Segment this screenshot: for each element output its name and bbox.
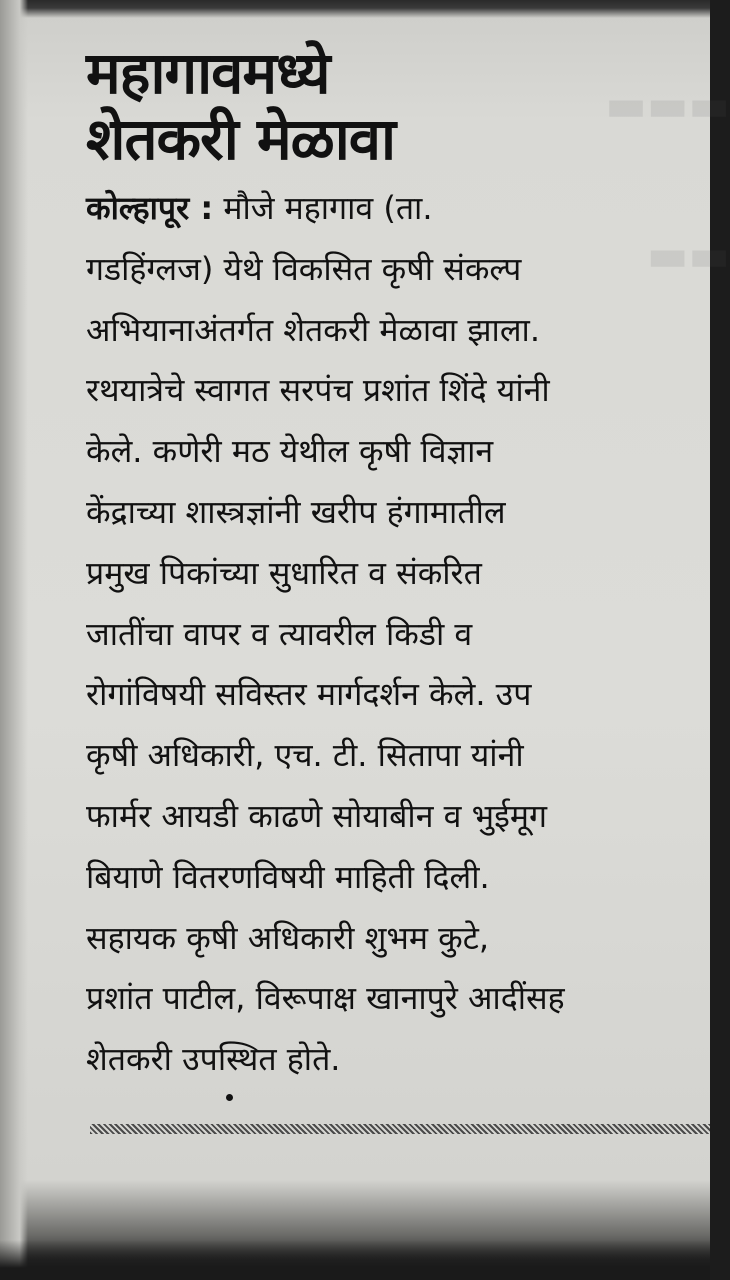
article-body [86, 178, 686, 1090]
bleed-through-text: ▬▬▬ [605, 80, 730, 131]
page-fold-shadow [0, 0, 28, 1280]
paper-bottom-edge [0, 1240, 710, 1280]
end-dot [226, 1094, 233, 1101]
headline-line-2: शेतकरी मेळावा [86, 105, 396, 173]
separator-rule [90, 1124, 710, 1134]
news-clipping [86, 40, 686, 1090]
article-text: मौजे महागाव (ता. गडहिंग्लज) येथे विकसित कृषी संकल्प अभियानाअंतर्गत शेतकरी मेळावा झाला. रथयात्रेचे स्वागत सरपंच प्रशांत शिंदे यांनी केले. कणेरी मठ येथील कृषी विज्ञान केंद्राच्या शास्त्रज्ञांनी खरीप हंगामातील प्रमुख पिकांच्या सुधारित व संकरित जातींचा वापर व त्यावरील किडी व रोगांविषयी सविस्तर मार्गदर्शन केले. उप कृषी अधिकारी, एच. टी. सितापा यांनी फार्मर आयडी काढणे सोयाबीन व भुईमूग बियाणे वितरणविषयी माहिती दिली. सहायक कृषी अधिकारी शुभम कुटे, प्रशांत पाटील, विरूपाक्ष खानापुरे आदींसह शेतकरी उपस्थित होते. [86, 189, 565, 1079]
dateline: कोल्हापूर : [86, 189, 214, 227]
headline-line-1: महागावमध्ये [86, 39, 330, 107]
bleed-through-text: ▬▬ [646, 230, 730, 281]
headline [86, 40, 686, 172]
